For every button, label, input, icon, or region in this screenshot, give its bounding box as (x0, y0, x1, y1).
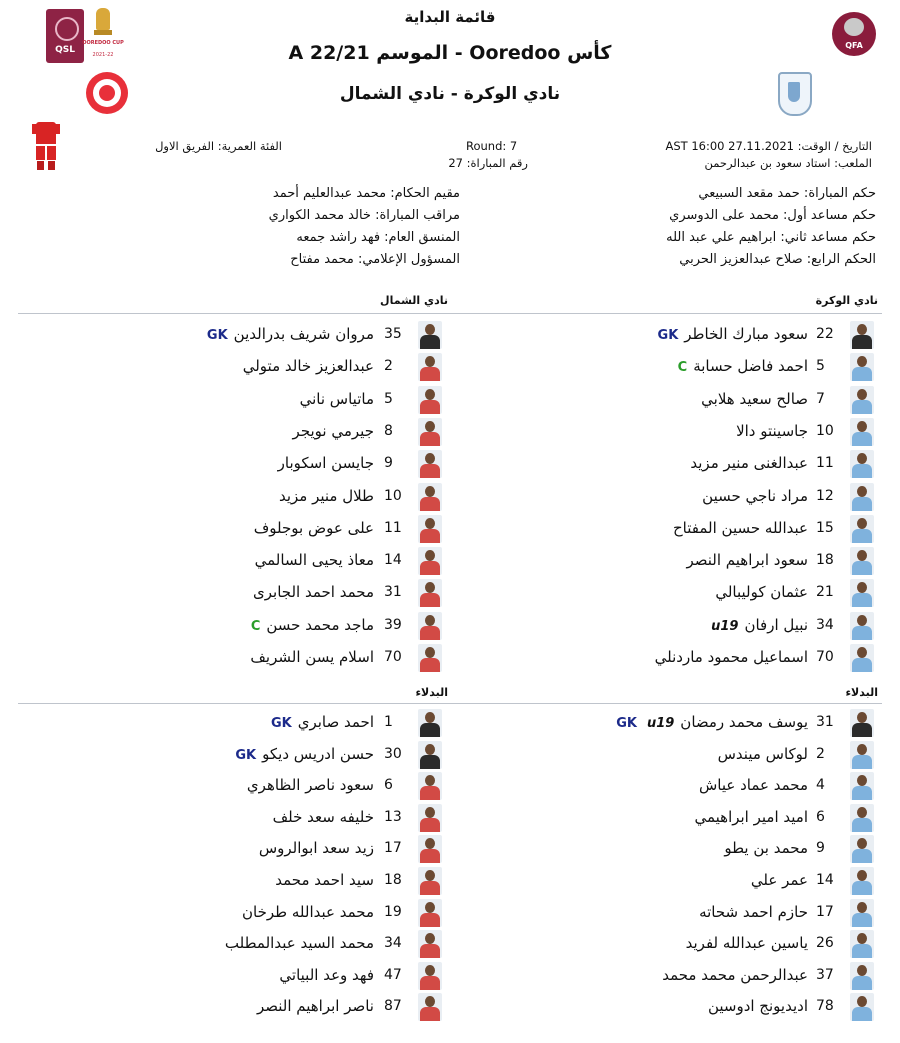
player-name (508, 325, 808, 343)
captain-badge: C (677, 360, 688, 376)
official-line: الحكم الرابع: صلاح عبدالعزيز الحربي (679, 252, 876, 267)
player-name (508, 357, 808, 375)
player-number: 30 (384, 745, 402, 762)
player-photo (418, 644, 442, 672)
player-number: 31 (816, 714, 834, 730)
player-name (508, 616, 808, 634)
player-name (74, 454, 374, 472)
captain-badge: C (250, 618, 261, 634)
player-name (74, 966, 374, 984)
match-stadium: الملعب: استاد سعود بن عبدالرحمن (704, 156, 872, 170)
player-name-text: محمد احمد الجابرى (253, 583, 374, 602)
player-name-text: محمد بن يطو (724, 839, 808, 858)
player-name (74, 871, 374, 889)
player-number: 35 (384, 326, 402, 342)
player-number: 11 (384, 519, 402, 536)
player-name (74, 325, 374, 343)
player-photo (418, 483, 442, 511)
player-name-text: عبدالغنى منير مزيد (690, 454, 808, 473)
player-number: 1 (384, 714, 393, 730)
player-number: 26 (816, 935, 834, 952)
player-row (10, 898, 430, 928)
player-photo (850, 353, 874, 381)
goalkeeper-badge: GK (270, 716, 292, 731)
player-name-text: جيرمي نويجر (292, 421, 374, 440)
player-row (10, 803, 430, 833)
player-photo (418, 930, 442, 958)
match-teams: نادي الوكرة - نادي الشمال (339, 84, 561, 104)
player-row (10, 771, 430, 801)
age-group: الفئة العمرية: الفريق الاول (155, 139, 282, 153)
player-number: 70 (816, 649, 834, 665)
player-name-text: سعود مبارك الخاطر (684, 325, 808, 343)
player-photo (850, 962, 874, 990)
player-name-text: عمر علي (750, 871, 808, 889)
player-row (470, 385, 890, 415)
goalkeeper-badge: GK (616, 716, 637, 731)
player-photo (418, 993, 442, 1021)
player-row (10, 514, 430, 544)
player-number: 7 (816, 390, 825, 407)
player-number: 10 (816, 422, 834, 439)
player-name (74, 745, 374, 763)
player-name (74, 808, 374, 826)
player-number: 18 (816, 552, 834, 569)
player-number: 21 (816, 584, 834, 601)
player-name-text: اسلام يسن الشريف (250, 648, 374, 666)
player-name (74, 839, 374, 857)
player-name-text: طلال منير مزيد (278, 486, 374, 505)
player-number: 19 (384, 903, 402, 920)
player-name-text: حازم احمد شحاته (699, 902, 808, 921)
player-name-text: مروان شريف بدرالدين (233, 325, 374, 343)
player-row (470, 578, 890, 608)
player-number: 14 (384, 552, 402, 569)
player-name-text: صالح سعيد هلابي (701, 389, 808, 408)
player-name (508, 903, 808, 921)
player-name (508, 422, 808, 440)
player-name-text: محمد عماد عياش (698, 776, 808, 795)
player-name-text: نبيل ارفان (744, 615, 808, 634)
player-row (10, 578, 430, 608)
player-name (74, 551, 374, 569)
player-photo (850, 835, 874, 863)
player-photo (418, 741, 442, 769)
player-number: 14 (816, 872, 834, 888)
player-name (508, 648, 808, 666)
official-line: مراقب المباراة: خالد محمد الكواري (268, 208, 460, 223)
player-number: 17 (816, 903, 834, 920)
player-number: 31 (384, 584, 402, 601)
player-row (10, 320, 430, 350)
player-row (470, 514, 890, 544)
player-row (10, 482, 430, 512)
player-number: 6 (384, 777, 393, 794)
competition-title: كأس Ooredoo - الموسم 22/21 A (288, 42, 612, 64)
player-row (10, 385, 430, 415)
player-photo (850, 450, 874, 478)
player-number: 6 (816, 808, 825, 825)
player-name-text: معاذ يحيى السالمي (254, 551, 374, 570)
player-photo (850, 867, 874, 895)
player-name-text: يوسف محمد رمضان (680, 713, 808, 731)
player-number: 11 (816, 455, 834, 472)
ooredoo-cup-logo: OOREDOO CUP 2021-22 (88, 8, 118, 66)
player-number: 5 (384, 390, 393, 407)
player-name (74, 487, 374, 505)
player-name (74, 422, 374, 440)
player-row (470, 611, 890, 641)
player-row (10, 611, 430, 641)
qsl-logo: QSL (46, 9, 84, 63)
player-name-text: خليفه سعد خلف (272, 807, 374, 826)
player-name-text: عبدالعزيز خالد متولي (242, 357, 374, 376)
player-row (470, 803, 890, 833)
player-row (470, 708, 890, 738)
player-name-text: عبدالله حسين المفتاح (672, 518, 808, 537)
player-row (10, 740, 430, 770)
player-name-text: ماتياس ناني (299, 389, 374, 408)
player-number: 2 (816, 745, 825, 762)
player-number: 10 (384, 487, 402, 504)
player-row (470, 834, 890, 864)
player-number: 22 (816, 326, 834, 342)
player-photo (850, 741, 874, 769)
player-photo (418, 321, 442, 349)
page-title: قائمة البداية (404, 8, 496, 26)
player-number: 4 (816, 777, 825, 794)
player-photo (850, 515, 874, 543)
player-number: 2 (384, 358, 393, 375)
player-name (508, 519, 808, 537)
player-row (470, 992, 890, 1022)
player-row (10, 708, 430, 738)
player-name (74, 616, 374, 634)
goalkeeper-badge: GK (206, 328, 228, 343)
player-photo (850, 579, 874, 607)
player-name-text: سيد احمد محمد (275, 871, 374, 889)
player-row (470, 417, 890, 447)
player-name-text: احمد فاضل حسابة (693, 357, 808, 376)
player-row (10, 643, 430, 673)
player-name-text: ناصر ابراهيم النصر (256, 997, 374, 1016)
player-photo (418, 835, 442, 863)
player-photo (418, 709, 442, 737)
player-name (74, 583, 374, 601)
goalkeeper-badge: GK (657, 328, 679, 343)
player-row (470, 352, 890, 382)
player-name-text: محمد عبدالله طرخان (242, 902, 374, 921)
kit-icon (32, 122, 60, 170)
player-name-text: محمد السيد عبدالمطلب (224, 934, 374, 953)
player-row (470, 771, 890, 801)
player-row (470, 320, 890, 350)
player-photo (850, 644, 874, 672)
goalkeeper-badge: GK (235, 747, 257, 763)
player-photo (418, 547, 442, 575)
player-row (10, 449, 430, 479)
divider (18, 703, 882, 704)
player-name (508, 871, 808, 889)
player-photo (850, 804, 874, 832)
player-photo (418, 515, 442, 543)
player-number: 37 (816, 966, 834, 983)
player-number: 34 (384, 935, 402, 952)
player-photo (850, 709, 874, 737)
player-number: 9 (816, 840, 825, 857)
official-line: مقيم الحكام: محمد عبدالعليم أحمد (272, 186, 460, 201)
player-name-text: جاسينتو دالا (736, 421, 808, 440)
player-name-text: اديديونج ادوسين (707, 997, 808, 1016)
player-photo (850, 612, 874, 640)
official-line: حكم مساعد ثاني: ابراهيم علي عبد الله (666, 230, 876, 245)
match-number: رقم المباراة: 27 (448, 156, 528, 170)
player-name (508, 966, 808, 984)
player-row (10, 866, 430, 896)
player-number: 9 (384, 455, 393, 472)
player-photo (850, 483, 874, 511)
player-name (508, 997, 808, 1015)
player-number: 13 (384, 808, 402, 825)
player-name-text: مراد ناجي حسين (702, 486, 808, 505)
player-name-text: عثمان كوليبالي (715, 583, 808, 602)
player-name (74, 776, 374, 794)
player-number: 78 (816, 998, 834, 1015)
home-team-header: نادي الوكرة (815, 294, 878, 307)
player-name-text: لوكاس ميندس (717, 744, 808, 763)
official-line: المسؤول الإعلامي: محمد مفتاح (290, 252, 460, 267)
player-name (74, 903, 374, 921)
player-name (508, 745, 808, 763)
player-number: 15 (816, 519, 834, 536)
player-name-text: حسن ادريس ديكو (262, 744, 374, 763)
player-name-text: سعود ناصر الظاهري (246, 776, 374, 795)
player-row (10, 992, 430, 1022)
player-row (10, 352, 430, 382)
player-number: 12 (816, 487, 834, 504)
player-photo (850, 418, 874, 446)
player-name (74, 648, 374, 666)
away-team-header: نادي الشمال (380, 294, 448, 307)
match-datetime: التاريخ / الوقت: 27.11.2021 16:00 AST (665, 139, 872, 153)
player-photo (850, 993, 874, 1021)
home-subs-header: البدلاء (845, 686, 878, 699)
player-name (508, 776, 808, 794)
player-name (508, 713, 808, 731)
player-photo (418, 353, 442, 381)
player-photo (418, 867, 442, 895)
player-number: 5 (816, 358, 825, 375)
player-name (74, 519, 374, 537)
match-round: Round: 7 (466, 139, 518, 153)
player-photo (418, 450, 442, 478)
player-name (74, 934, 374, 952)
player-photo (850, 930, 874, 958)
player-row (470, 546, 890, 576)
player-row (10, 834, 430, 864)
player-name-text: ماجد محمد حسن (266, 615, 374, 634)
player-photo (418, 899, 442, 927)
player-row (10, 546, 430, 576)
official-line: حكم مساعد أول: محمد على الدوسري (669, 208, 876, 223)
player-name (508, 583, 808, 601)
player-name-text: عبدالرحمن محمد محمد (662, 965, 808, 984)
player-name-text: فهد وعد البياتي (279, 965, 374, 984)
player-photo (850, 899, 874, 927)
player-number: 39 (384, 616, 402, 633)
player-row (470, 449, 890, 479)
player-name-text: على عوض بوجلوف (253, 518, 374, 537)
player-name (508, 839, 808, 857)
player-name (74, 713, 374, 731)
player-row (470, 482, 890, 512)
player-number: 8 (384, 422, 393, 439)
player-photo (418, 386, 442, 414)
player-row (470, 961, 890, 991)
player-photo (418, 772, 442, 800)
player-name (508, 934, 808, 952)
player-row (10, 929, 430, 959)
player-photo (418, 418, 442, 446)
player-row (10, 961, 430, 991)
player-row (470, 643, 890, 673)
player-name (508, 454, 808, 472)
player-row (470, 740, 890, 770)
player-photo (418, 804, 442, 832)
player-name-text: اسماعيل محمود ماردنلي (654, 648, 808, 666)
player-name-text: اميد امير ابراهيمي (694, 807, 808, 826)
player-name-text: زيد سعد ابوالروس (258, 839, 374, 858)
player-name-text: ياسين عبدالله لفريد (685, 934, 808, 953)
player-number: 17 (384, 840, 402, 857)
player-number: 34 (816, 616, 834, 633)
player-row (470, 929, 890, 959)
player-row (10, 417, 430, 447)
player-photo (850, 547, 874, 575)
player-name-text: جايسن اسكوبار (277, 454, 374, 473)
player-name (74, 357, 374, 375)
player-number: 70 (384, 649, 402, 665)
u19-badge: u19 (711, 618, 739, 634)
player-name (508, 487, 808, 505)
player-name (508, 390, 808, 408)
away-subs-header: البدلاء (415, 686, 448, 699)
player-name-text: سعود ابراهيم النصر (686, 551, 808, 570)
player-number: 87 (384, 998, 402, 1015)
player-photo (418, 579, 442, 607)
u19-badge: u19 (646, 716, 675, 731)
officials-left (80, 183, 460, 271)
player-photo (850, 321, 874, 349)
player-photo (418, 612, 442, 640)
officials-right (456, 183, 876, 271)
official-line: حكم المباراة: حمد مقعد السبيعي (698, 186, 876, 201)
player-photo (850, 386, 874, 414)
player-number: 18 (384, 872, 402, 888)
player-row (470, 898, 890, 928)
divider (18, 313, 882, 314)
player-name (508, 808, 808, 826)
official-line: المنسق العام: فهد راشد جمعه (296, 230, 460, 245)
player-name (508, 551, 808, 569)
player-photo (850, 772, 874, 800)
player-row (470, 866, 890, 896)
qfa-logo: QFA (832, 12, 876, 56)
player-name (74, 997, 374, 1015)
player-name-text: احمد صابري (297, 713, 374, 731)
player-number: 47 (384, 966, 402, 983)
player-name (74, 390, 374, 408)
player-photo (418, 962, 442, 990)
